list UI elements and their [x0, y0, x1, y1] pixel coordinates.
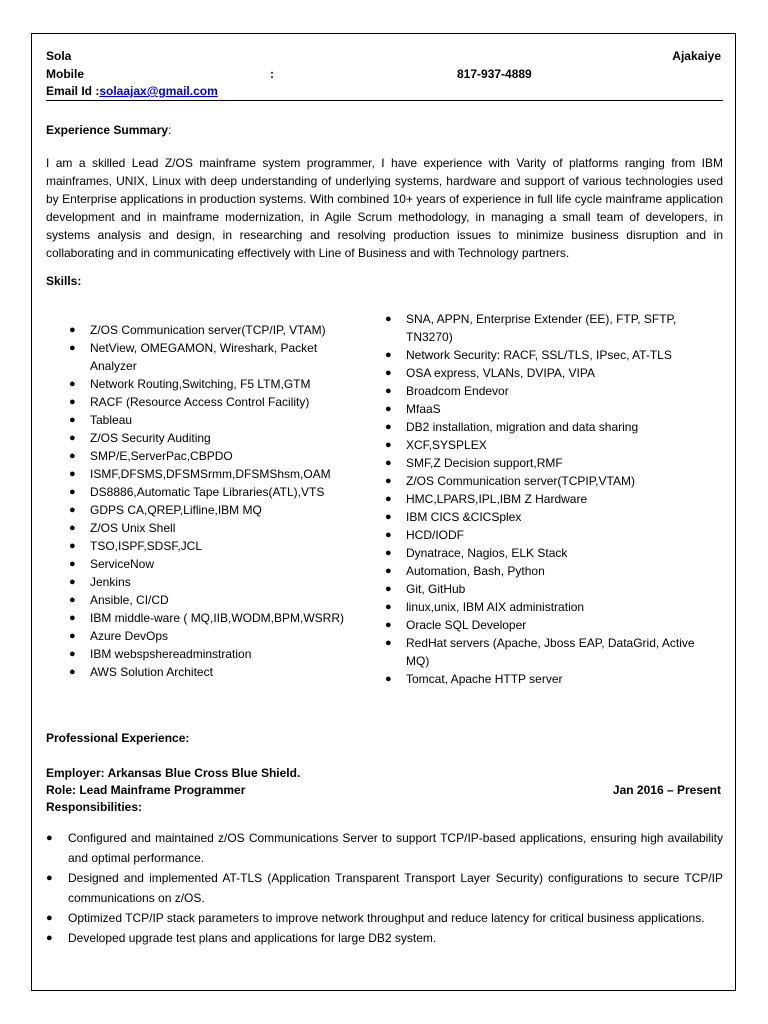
- skill-left-text: Ansible, CI/CD: [90, 593, 169, 607]
- skill-right-text: SNA, APPN, Enterprise Extender (EE), FTP, SFTP, TN3270): [406, 312, 677, 344]
- bullet-icon: ●: [385, 421, 392, 433]
- skill-right-item: [382, 454, 699, 472]
- employer-line: Employer: Arkansas Blue Cross Blue Shield.: [46, 766, 301, 780]
- bullet-icon: ●: [69, 432, 76, 444]
- skill-left-text: IBM webspshereadminstration: [90, 647, 252, 661]
- bullet-icon: ●: [69, 468, 76, 480]
- bullet-icon: ●: [385, 493, 392, 505]
- skill-right-text: Tomcat, Apache HTTP server: [406, 672, 563, 686]
- responsibility-item: [46, 868, 723, 908]
- bullet-icon: ●: [385, 637, 392, 649]
- bullet-icon: ●: [385, 403, 392, 415]
- skill-left-text: DS8886,Automatic Tape Libraries(ATL),VTS: [90, 485, 325, 499]
- skill-right-text: linux,unix, IBM AIX administration: [406, 600, 585, 614]
- bullet-icon: ●: [69, 486, 76, 498]
- skill-left-text: Tableau: [90, 413, 133, 427]
- skill-left-text: GDPS CA,QREP,Lifline,IBM MQ: [90, 503, 262, 517]
- skill-right-item: [382, 526, 699, 544]
- role-line: Role: Lead Mainframe Programmer: [46, 783, 246, 797]
- bullet-icon: ●: [385, 529, 392, 541]
- skill-left-item: [66, 339, 356, 375]
- bullet-icon: ●: [69, 522, 76, 534]
- responsibility-item: [46, 908, 723, 928]
- bullet-icon: ●: [69, 342, 76, 354]
- bullet-icon: ●: [46, 912, 53, 924]
- skill-right-text: DB2 installation, migration and data sharing: [406, 420, 639, 434]
- bullet-icon: ●: [385, 385, 392, 397]
- summary-text: I am a skilled Lead Z/OS mainframe system programmer, I have experience with Varity of platforms ranging from IBM mainframes, UNIX, Linux with deep understanding of underlying systems, hardware and support of various technologies used by Enterprise applications in production systems. With combined 10+ years of experience in full life cycle mainframe application development and in mainframe modernization, in Agile Scrum methodology, in managing a small team of developers, in systems analysis and design, in researching and resolving production issues to minimize business disruption and in collaborating and in communicating effectively with Line of Business and with Technology partners.: [46, 156, 723, 260]
- skill-right-text: HMC,LPARS,IPL,IBM Z Hardware: [406, 492, 588, 506]
- skill-right-item: [382, 364, 699, 382]
- bullet-icon: ●: [69, 558, 76, 570]
- skill-left-item: [66, 501, 356, 519]
- bullet-icon: ●: [385, 565, 392, 577]
- skill-left-item: [66, 447, 356, 465]
- bullet-icon: ●: [46, 932, 53, 944]
- bullet-icon: ●: [69, 648, 76, 660]
- skill-right-text: Broadcom Endevor: [406, 384, 509, 398]
- skill-right-text: Automation, Bash, Python: [406, 564, 545, 578]
- bullet-icon: ●: [385, 511, 392, 523]
- skill-left-text: Jenkins: [90, 575, 131, 589]
- skill-right-text: Network Security: RACF, SSL/TLS, IPsec, AT-TLS: [406, 348, 672, 362]
- bullet-icon: ●: [385, 475, 392, 487]
- mobile-separator: :: [270, 67, 274, 81]
- skill-left-text: RACF (Resource Access Control Facility): [90, 395, 310, 409]
- skill-right-item: [382, 616, 699, 634]
- skill-right-item: [382, 382, 699, 400]
- skill-right-item: [382, 472, 699, 490]
- employment-dates: Jan 2016 – Present: [612, 783, 721, 797]
- bullet-icon: ●: [385, 457, 392, 469]
- skill-left-item: [66, 627, 356, 645]
- bullet-icon: ●: [385, 439, 392, 451]
- skill-left-item: [66, 591, 356, 609]
- skill-right-item: [382, 346, 699, 364]
- bullet-icon: ●: [69, 378, 76, 390]
- summary-heading-colon: :: [168, 123, 172, 137]
- bullet-icon: ●: [385, 313, 392, 325]
- skill-left-item: [66, 465, 356, 483]
- skill-left-text: SMP/E,ServerPac,CBPDO: [90, 449, 233, 463]
- skill-right-text: Oracle SQL Developer: [406, 618, 527, 632]
- bullet-icon: ●: [69, 612, 76, 624]
- bullet-icon: ●: [46, 872, 53, 884]
- skill-left-item: [66, 375, 356, 393]
- skill-right-text: Dynatrace, Nagios, ELK Stack: [406, 546, 568, 560]
- skill-right-item: [382, 418, 699, 436]
- bullet-icon: ●: [69, 414, 76, 426]
- skill-right-text: OSA express, VLANs, DVIPA, VIPA: [406, 366, 595, 380]
- responsibility-text: Optimized TCP/IP stack parameters to improve network throughput and reduce latency for critical business applications.: [68, 911, 705, 925]
- bullet-icon: ●: [69, 324, 76, 336]
- skill-left-item: [66, 393, 356, 411]
- skill-right-text: MfaaS: [406, 402, 441, 416]
- skill-left-text: Z/OS Unix Shell: [90, 521, 176, 535]
- skill-right-item: [382, 580, 699, 598]
- responsibility-text: Designed and implemented AT-TLS (Application Transparent Transport Layer Security) configurations to secure TCP/IP communications on z/OS.: [68, 871, 723, 905]
- bullet-icon: ●: [69, 504, 76, 516]
- bullet-icon: ●: [69, 630, 76, 642]
- skill-left-text: Z/OS Communication server(TCP/IP, VTAM): [90, 323, 326, 337]
- bullet-icon: ●: [46, 832, 53, 844]
- skill-left-item: [66, 321, 356, 339]
- skill-right-text: IBM CICS &CICSplex: [406, 510, 522, 524]
- experience-heading: Professional Experience:: [46, 731, 190, 745]
- bullet-icon: ●: [385, 601, 392, 613]
- email-row: [46, 84, 218, 98]
- skill-right-item: [382, 508, 699, 526]
- skill-left-item: [66, 663, 356, 681]
- responsibility-text: Configured and maintained z/OS Communications Server to support TCP/IP-based applications, ensuring high availability and optimal performance.: [68, 831, 723, 865]
- first-name: Sola: [46, 49, 72, 63]
- summary-paragraph: [46, 154, 723, 262]
- bullet-icon: ●: [385, 673, 392, 685]
- bullet-icon: ●: [385, 619, 392, 631]
- bullet-icon: ●: [385, 547, 392, 559]
- skill-right-text: RedHat servers (Apache, Jboss EAP, DataGrid, Active MQ): [406, 636, 695, 668]
- bullet-icon: ●: [385, 583, 392, 595]
- skill-right-text: Git, GitHub: [406, 582, 466, 596]
- skill-left-item: [66, 645, 356, 663]
- bullet-icon: ●: [69, 396, 76, 408]
- mobile-number: 817-937-4889: [457, 67, 532, 81]
- responsibilities-list: [46, 828, 723, 948]
- skill-right-item: [382, 310, 699, 346]
- skill-right-item: [382, 490, 699, 508]
- last-name: Ajakaiye: [672, 49, 721, 63]
- bullet-icon: ●: [385, 367, 392, 379]
- mobile-label: Mobile: [46, 67, 84, 81]
- skill-left-text: Z/OS Security Auditing: [90, 431, 211, 445]
- responsibility-item: [46, 928, 723, 948]
- skill-right-item: [382, 562, 699, 580]
- skill-left-text: Network Routing,Switching, F5 LTM,GTM: [90, 377, 311, 391]
- bullet-icon: ●: [69, 666, 76, 678]
- skill-right-text: Z/OS Communication server(TCPIP,VTAM): [406, 474, 635, 488]
- responsibility-item: [46, 828, 723, 868]
- skill-left-item: [66, 555, 356, 573]
- skill-left-text: AWS Solution Architect: [90, 665, 213, 679]
- skills-left-list: [66, 321, 356, 681]
- skill-left-text: IBM middle-ware ( MQ,IIB,WODM,BPM,WSRR): [90, 611, 345, 625]
- skills-heading: Skills:: [46, 274, 82, 288]
- skill-right-item: [382, 634, 699, 670]
- skill-right-item: [382, 598, 699, 616]
- resume-page: [31, 33, 736, 991]
- skill-left-item: [66, 537, 356, 555]
- skill-left-item: [66, 483, 356, 501]
- skill-left-item: [66, 519, 356, 537]
- skill-right-item: [382, 544, 699, 562]
- summary-heading-text: Experience Summary: [46, 123, 169, 137]
- responsibility-text: Developed upgrade test plans and applications for large DB2 system.: [68, 931, 437, 945]
- email-label: Email Id :: [46, 84, 100, 98]
- skill-left-text: TSO,ISPF,SDSF,JCL: [90, 539, 203, 553]
- skill-right-text: SMF,Z Decision support,RMF: [406, 456, 563, 470]
- skill-left-text: NetView, OMEGAMON, Wireshark, Packet Analyzer: [90, 341, 318, 373]
- skill-left-item: [66, 609, 356, 627]
- bullet-icon: ●: [69, 576, 76, 588]
- skill-left-text: ISMF,DFSMS,DFSMSrmm,DFSMShsm,OAM: [90, 467, 331, 481]
- header-divider: [46, 100, 723, 101]
- bullet-icon: ●: [69, 450, 76, 462]
- skill-left-item: [66, 573, 356, 591]
- skill-right-text: XCF,SYSPLEX: [406, 438, 487, 452]
- skill-left-text: Azure DevOps: [90, 629, 169, 643]
- skill-right-item: [382, 436, 699, 454]
- skill-right-item: [382, 400, 699, 418]
- bullet-icon: ●: [69, 540, 76, 552]
- bullet-icon: ●: [385, 349, 392, 361]
- responsibilities-heading: Responsibilities:: [46, 800, 143, 814]
- skill-right-item: [382, 670, 699, 688]
- summary-heading: [46, 123, 171, 137]
- skill-left-text: ServiceNow: [90, 557, 155, 571]
- skill-left-item: [66, 411, 356, 429]
- bullet-icon: ●: [69, 594, 76, 606]
- skill-left-item: [66, 429, 356, 447]
- skill-right-text: HCD/IODF: [406, 528, 464, 542]
- skills-right-list: [382, 310, 699, 688]
- email-link[interactable]: solaajax@gmail.com: [99, 84, 218, 98]
